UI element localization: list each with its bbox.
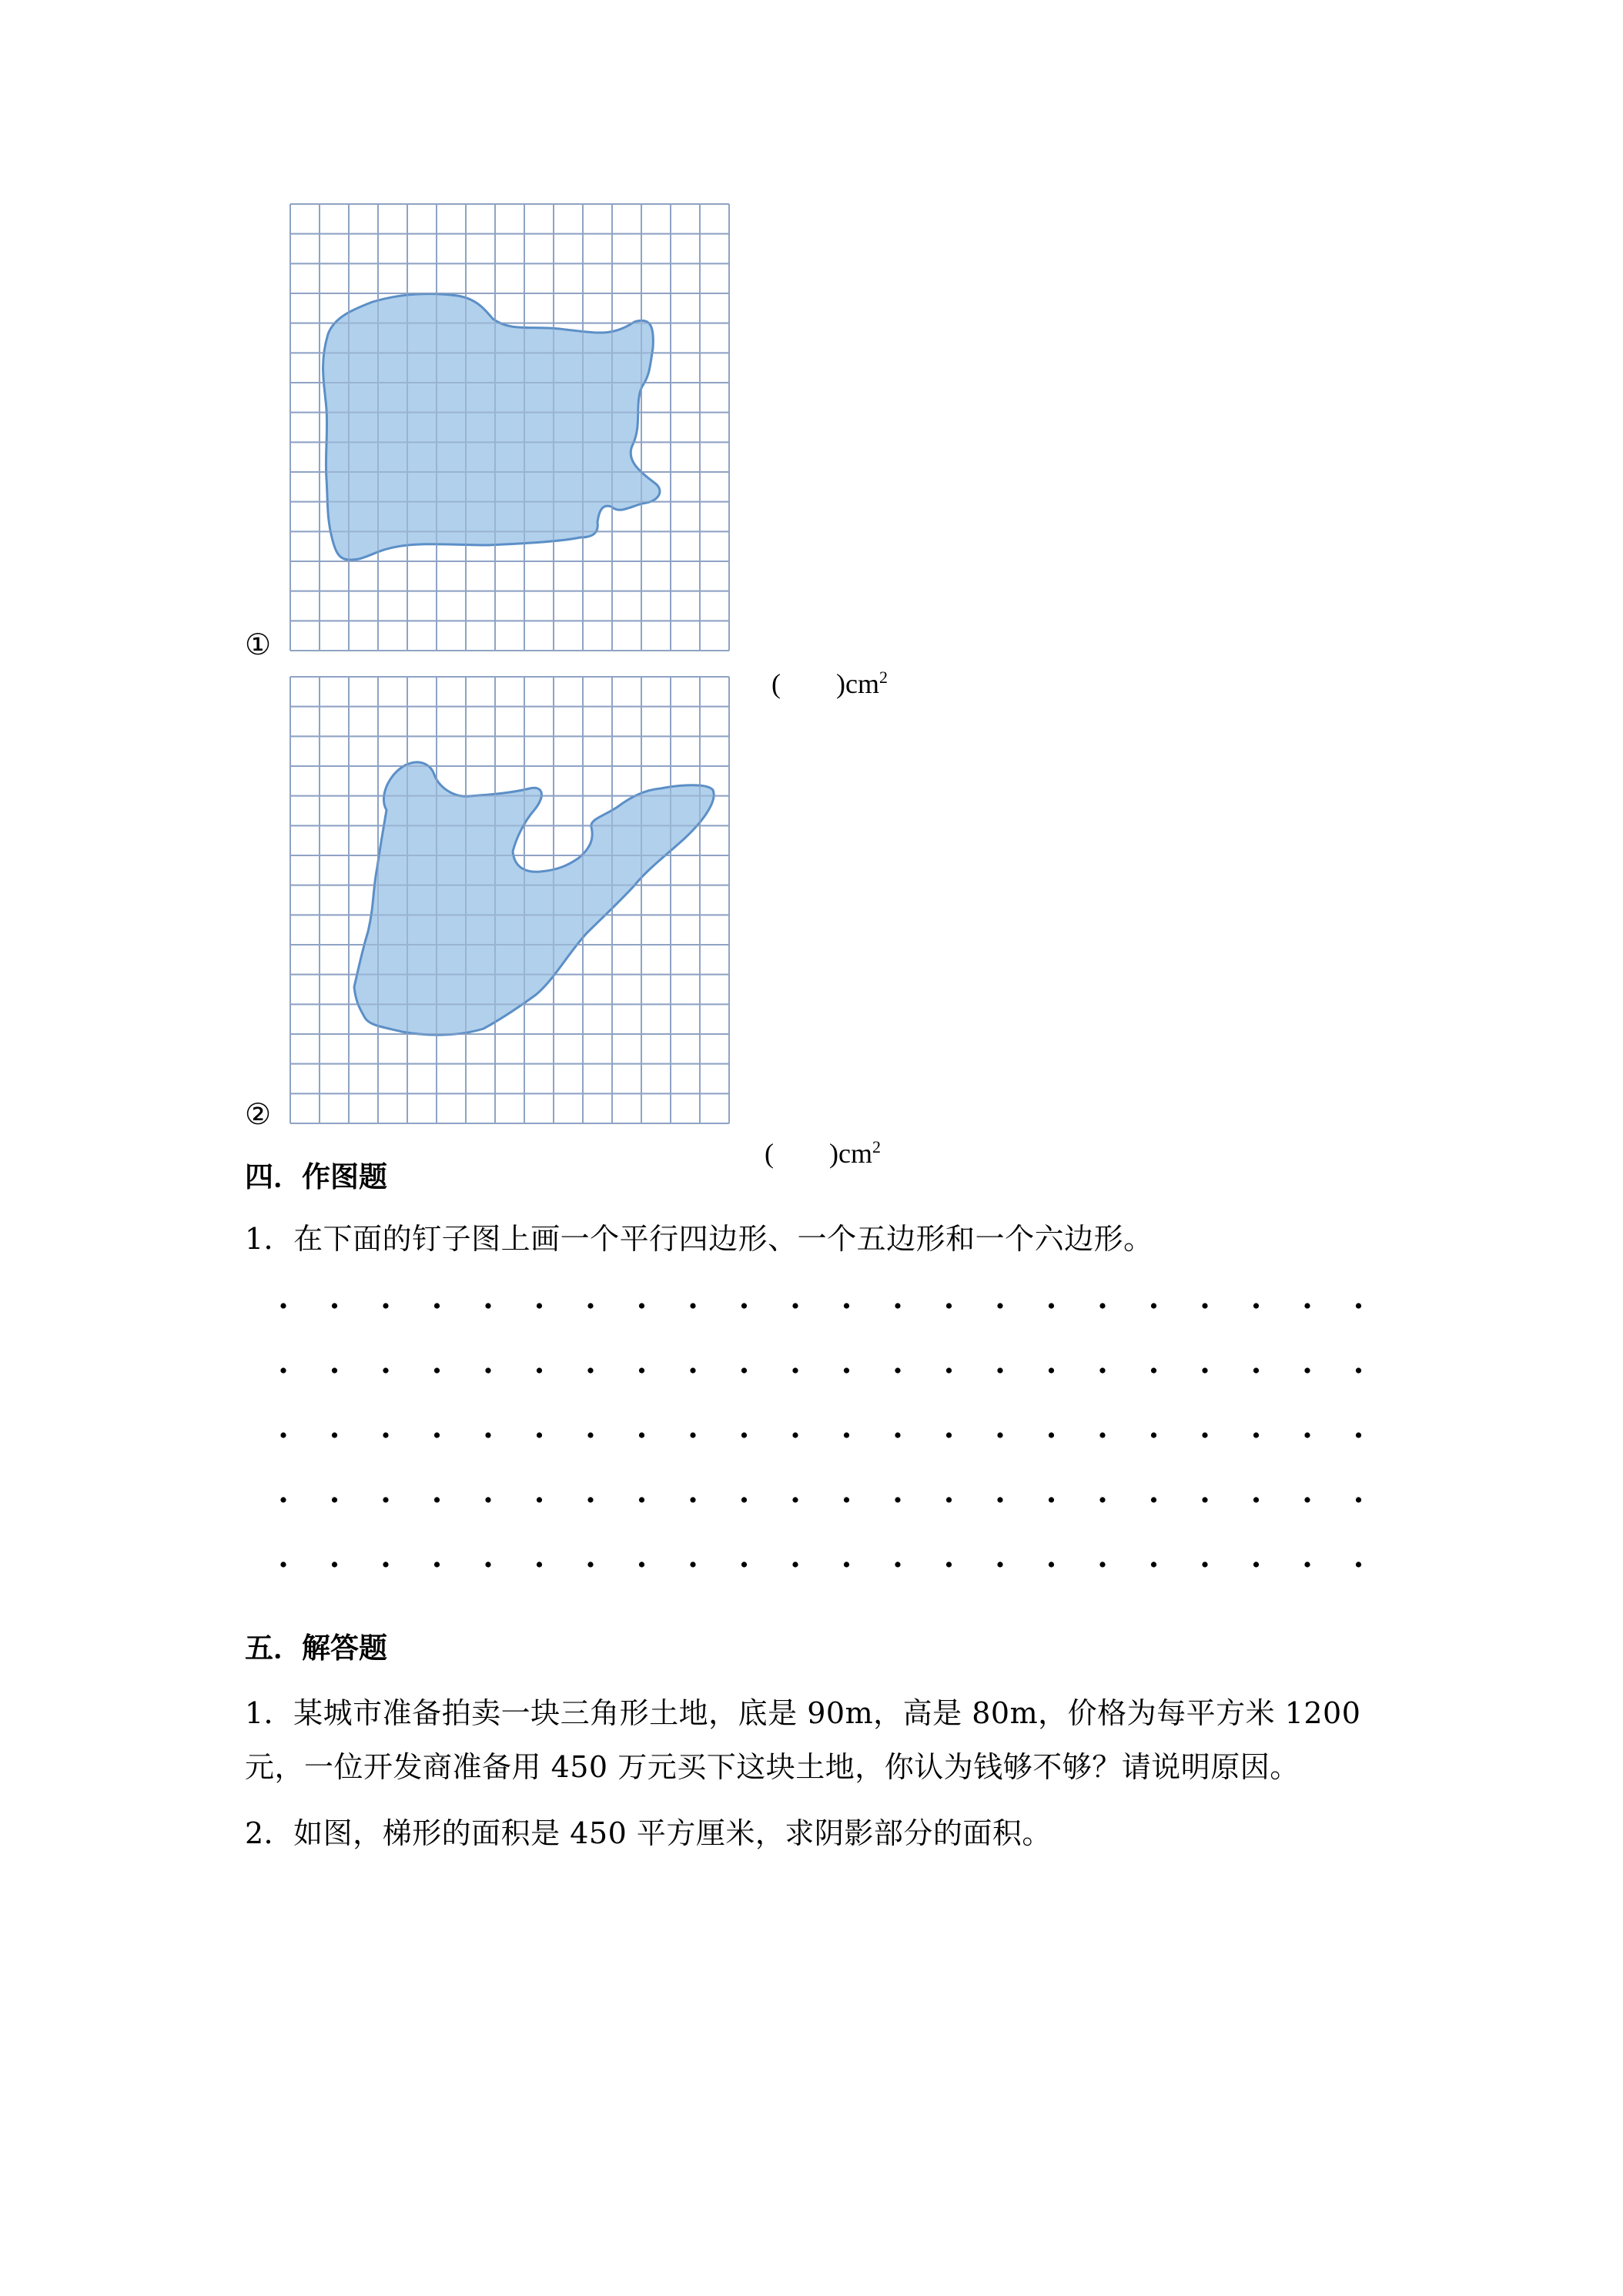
nail-dot[interactable] (1304, 1432, 1310, 1438)
nail-dot[interactable] (434, 1561, 440, 1567)
nail-dot[interactable] (844, 1367, 849, 1373)
nail-dot[interactable] (1099, 1561, 1105, 1567)
nail-dot[interactable] (1151, 1367, 1156, 1373)
nail-dot[interactable] (1202, 1497, 1207, 1502)
nail-dot[interactable] (741, 1497, 747, 1502)
section-5-question-1-line-1: 1．某城市准备拍卖一块三角形土地，底是 90m，高是 80m，价格为每平方米 1200 (245, 1696, 1361, 1730)
nail-dot[interactable] (1151, 1432, 1156, 1438)
nail-dot[interactable] (1151, 1303, 1156, 1308)
nail-dot[interactable] (741, 1561, 747, 1567)
nail-dot[interactable] (587, 1303, 593, 1308)
nail-dot[interactable] (537, 1561, 542, 1567)
nail-dot[interactable] (639, 1497, 644, 1502)
nail-dot[interactable] (792, 1303, 798, 1308)
section-5-title: 五．解答题 (245, 1632, 387, 1665)
nail-dot[interactable] (1356, 1497, 1361, 1502)
nail-dot[interactable] (485, 1561, 490, 1567)
nail-dot[interactable] (1099, 1303, 1105, 1308)
nail-dot[interactable] (1049, 1561, 1054, 1567)
nail-dot[interactable] (383, 1561, 388, 1567)
nail-dot[interactable] (383, 1497, 388, 1502)
nail-dot[interactable] (639, 1432, 644, 1438)
figure-1-marker: ① (245, 628, 272, 661)
grid-figure-2 (288, 674, 731, 1126)
nail-dot[interactable] (741, 1432, 747, 1438)
nail-dot[interactable] (690, 1432, 695, 1438)
nail-dot[interactable] (792, 1432, 798, 1438)
unit-label: cm (845, 668, 879, 699)
nail-dot[interactable] (1049, 1303, 1054, 1308)
nail-dot[interactable] (537, 1367, 542, 1373)
grid-figure-1 (288, 202, 731, 653)
nail-dot[interactable] (844, 1303, 849, 1308)
irregular-shape-2 (354, 762, 714, 1035)
nail-dot[interactable] (844, 1432, 849, 1438)
nail-dot[interactable] (1202, 1303, 1207, 1308)
figure-2-marker: ② (245, 1097, 272, 1131)
nail-dot[interactable] (587, 1561, 593, 1567)
nail-dot[interactable] (1099, 1497, 1105, 1502)
section-4-question-1: 1．在下面的钉子图上画一个平行四边形、一个五边形和一个六边形。 (245, 1222, 1153, 1256)
nail-dot[interactable] (946, 1367, 952, 1373)
nail-dot[interactable] (1304, 1561, 1310, 1567)
nail-dot[interactable] (280, 1367, 286, 1373)
nail-dot[interactable] (332, 1367, 337, 1373)
nail-dot[interactable] (280, 1303, 286, 1308)
nail-dot[interactable] (895, 1367, 900, 1373)
nail-dot[interactable] (946, 1497, 952, 1502)
nail-dot[interactable] (485, 1497, 490, 1502)
nail-dot[interactable] (639, 1367, 644, 1373)
nail-dot[interactable] (280, 1561, 286, 1567)
nail-dot[interactable] (946, 1303, 952, 1308)
nail-dot[interactable] (587, 1497, 593, 1502)
nail-dot[interactable] (280, 1497, 286, 1502)
nail-dot[interactable] (997, 1497, 1002, 1502)
nail-dot[interactable] (1304, 1497, 1310, 1502)
nail-dot[interactable] (639, 1561, 644, 1567)
nail-dot[interactable] (1304, 1367, 1310, 1373)
nail-dot[interactable] (587, 1432, 593, 1438)
nail-dot[interactable] (1356, 1367, 1361, 1373)
nail-dot[interactable] (434, 1303, 440, 1308)
nail-dot[interactable] (1202, 1561, 1207, 1567)
section-5-question-1-line-2: 元，一位开发商准备用 450 万元买下这块土地，你认为钱够不够？请说明原因。 (245, 1750, 1300, 1784)
nail-dot[interactable] (792, 1561, 798, 1567)
nail-dot[interactable] (895, 1561, 900, 1567)
irregular-shape-1 (323, 294, 660, 561)
grid-figure-1-svg (288, 202, 731, 653)
nail-dot[interactable] (844, 1497, 849, 1502)
nail-dot[interactable] (434, 1367, 440, 1373)
nail-dot[interactable] (946, 1561, 952, 1567)
figure-2-answer-blank[interactable] (751, 1099, 881, 1171)
nail-dot[interactable] (792, 1367, 798, 1373)
dot-grid-svg[interactable] (262, 1284, 1370, 1600)
nail-dot[interactable] (485, 1432, 490, 1438)
nail-dot[interactable] (280, 1432, 286, 1438)
grid-figure-2-svg (288, 674, 731, 1126)
nail-dot[interactable] (639, 1303, 644, 1308)
nail-dot[interactable] (485, 1367, 490, 1373)
nail-dot[interactable] (895, 1303, 900, 1308)
section-4-title: 四．作图题 (245, 1160, 387, 1193)
nail-dot[interactable] (332, 1497, 337, 1502)
nail-dot[interactable] (383, 1367, 388, 1373)
nail-dot[interactable] (434, 1497, 440, 1502)
nail-dot[interactable] (1202, 1367, 1207, 1373)
dot-grid[interactable] (262, 1284, 1370, 1600)
nail-dot[interactable] (895, 1497, 900, 1502)
nail-dot[interactable] (690, 1497, 695, 1502)
nail-dot[interactable] (792, 1497, 798, 1502)
nail-dot[interactable] (537, 1303, 542, 1308)
unit-exponent: 2 (872, 1137, 881, 1156)
nail-dot[interactable] (332, 1303, 337, 1308)
nail-dot[interactable] (997, 1561, 1002, 1567)
nail-dot[interactable] (1304, 1303, 1310, 1308)
unit-exponent: 2 (878, 668, 888, 687)
nail-dot[interactable] (1151, 1561, 1156, 1567)
nail-dot[interactable] (1356, 1432, 1361, 1438)
nail-dot[interactable] (997, 1432, 1002, 1438)
nail-dot[interactable] (1253, 1432, 1259, 1438)
nail-dot[interactable] (997, 1367, 1002, 1373)
answer-blank-parens: ( ) (765, 1138, 838, 1169)
nail-dot[interactable] (895, 1432, 900, 1438)
nail-dot[interactable] (1049, 1367, 1054, 1373)
nail-dot[interactable] (1099, 1367, 1105, 1373)
nail-dot[interactable] (946, 1432, 952, 1438)
nail-dot[interactable] (1253, 1367, 1259, 1373)
nail-dot[interactable] (741, 1367, 747, 1373)
nail-dot[interactable] (1356, 1561, 1361, 1567)
nail-dot[interactable] (383, 1432, 388, 1438)
nail-dot[interactable] (537, 1497, 542, 1502)
nail-dot[interactable] (485, 1303, 490, 1308)
nail-dot[interactable] (997, 1303, 1002, 1308)
nail-dot[interactable] (1049, 1497, 1054, 1502)
nail-dot[interactable] (741, 1303, 747, 1308)
nail-dot[interactable] (1253, 1303, 1259, 1308)
answer-blank-parens: ( ) (771, 668, 845, 699)
nail-dot[interactable] (332, 1432, 337, 1438)
nail-dot[interactable] (1253, 1497, 1259, 1502)
nail-dot[interactable] (1202, 1432, 1207, 1438)
nail-dot[interactable] (537, 1432, 542, 1438)
nail-dot[interactable] (1049, 1432, 1054, 1438)
nail-dot[interactable] (1356, 1303, 1361, 1308)
figure-1-answer-blank[interactable] (758, 630, 888, 701)
nail-dot[interactable] (587, 1367, 593, 1373)
nail-dot[interactable] (1253, 1561, 1259, 1567)
unit-label: cm (838, 1138, 872, 1169)
nail-dot[interactable] (434, 1432, 440, 1438)
section-5-question-2: 2．如图，梯形的面积是 450 平方厘米，求阴影部分的面积。 (245, 1816, 1052, 1850)
nail-dot[interactable] (690, 1561, 695, 1567)
nail-dot[interactable] (690, 1367, 695, 1373)
nail-dot[interactable] (1151, 1497, 1156, 1502)
nail-dot[interactable] (332, 1561, 337, 1567)
nail-dot[interactable] (383, 1303, 388, 1308)
nail-dot[interactable] (690, 1303, 695, 1308)
nail-dot[interactable] (844, 1561, 849, 1567)
nail-dot[interactable] (1099, 1432, 1105, 1438)
